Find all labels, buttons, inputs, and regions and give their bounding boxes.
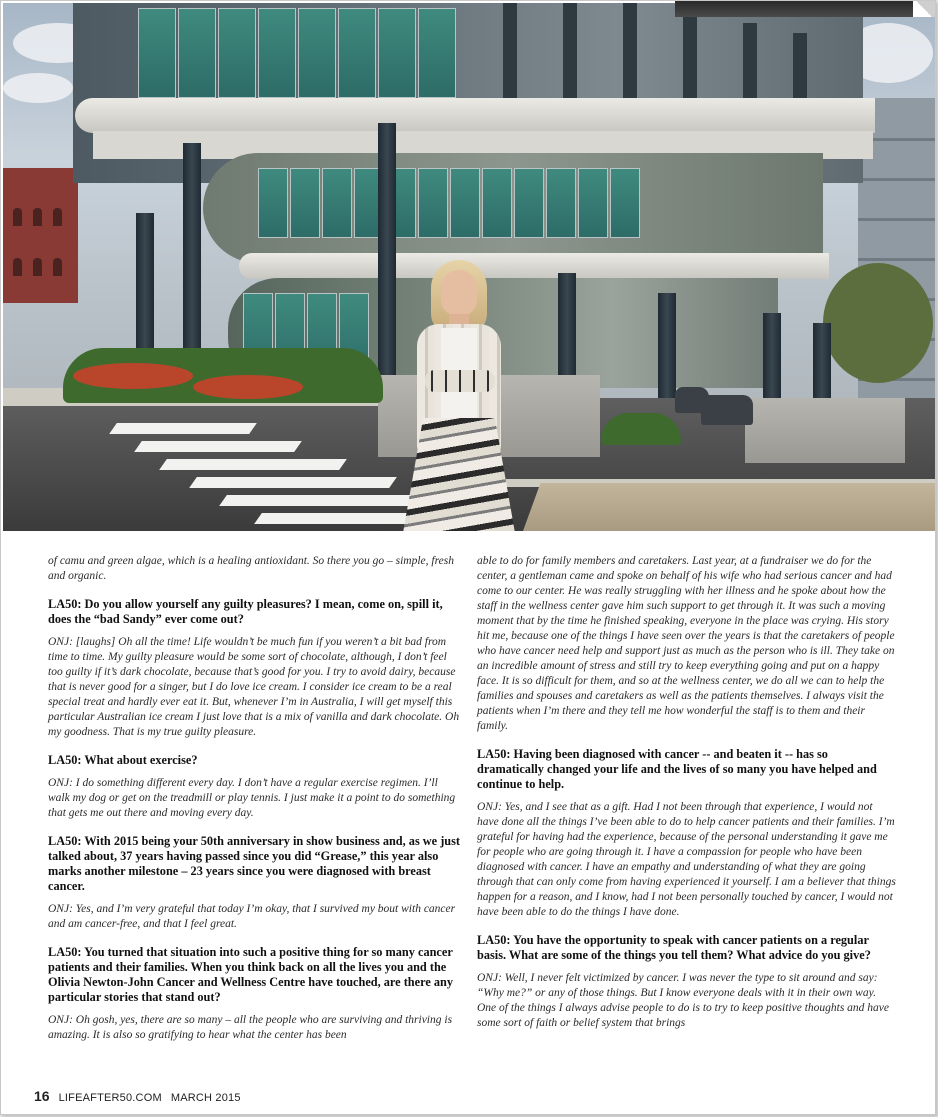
answer-paragraph: of camu and green algae, which is a healing antioxidant. So there you go – simple, fresh and organic. [48,555,454,582]
question-heading: LA50: With 2015 being your 50th anniversary in show business and, as we just talked about, 37 years having passed since you did “Grease,” this year also marks another milestone – 23 years since you were diagnosed with breast cancer. [48,834,461,893]
article-column-right [477,554,896,1031]
answer-paragraph: ONJ: [laughs] Oh all the time! Life wouldn’t be much fun if you weren’t a bit bad from time to time. My guilty pleasure would be some sort of chocolate, although, I don’t feel too guilty if it’s dark chocolate, because that’s good for you. I try to avoid dairy, because that is never good for a singer, but I do love ice cream. I consider ice cream to be a real special treat and hardly ever eat it. But, whenever I’m in Australia, I will get myself this particular Australian ice cream I just love that is a mix of vanilla and dark chocolate. Oh my goodness. That is my true guilty pleasure. [48,636,460,738]
publication-name: LIFEAFTER50.COM [58,1092,162,1104]
page-footer [34,1088,241,1106]
question-heading: LA50: What about exercise? [48,753,198,767]
answer-paragraph: ONJ: Yes, and I’m very grateful that today I’m okay, that I survived my bout with cancer and am cancer-free, and that I feel great. [48,903,456,930]
question-heading: LA50: You turned that situation into such a positive thing for so many cancer patients and their families. When you think back on all the lives you and the Olivia Newton-John Cancer and Wellness Centre have touched, are there any particular stories that stand out? [48,945,453,1004]
article-column-left [48,554,461,1043]
page-curl-corner [675,1,935,17]
question-heading: LA50: You have the opportunity to speak with cancer patients on a regular basis. What are some of the things you tell them? What advice do you give? [477,933,871,962]
answer-paragraph: ONJ: Well, I never felt victimized by cancer. I was never the type to sit around and say: “Why me?” or any of those things. But I know everyone deals with it in their own way. One of the things I always advise people to do is to try to keep positive thoughts and have some sort of faith or belief system that brings [477,972,890,1029]
question-heading: LA50: Do you allow yourself any guilty pleasures? I mean, come on, spill it, does the “bad Sandy” ever come out? [48,597,443,626]
answer-paragraph: ONJ: I do something different every day. I don’t have a regular exercise regimen. I’ll walk my dog or get on the treadmill or play tennis. I just make it a point to do something that gets me out there and moving every day. [48,777,456,819]
portrait-subject [391,258,521,531]
issue-date: MARCH 2015 [170,1092,241,1104]
answer-paragraph: ONJ: Yes, and I see that as a gift. Had I not been through that experience, I would not have done all the things I’ve been able to do to help cancer patients and their families. I’m grateful for having had the experience, because of the personal understanding it gave me for people who are going through it. I have a compassion for people who have been diagnosed with cancer. I have an empathy and understanding of what they are going through that can only come from having experienced it yourself. I am a believer that things happen for a reason, and I know, had I not been personally touched by cancer, I would not have been able to do the things I have done. [477,801,896,918]
answer-paragraph: ONJ: Oh gosh, yes, there are so many – all the people who are surviving and thriving is amazing. It is also so gratifying to hear what the center has been [48,1014,453,1041]
question-heading: LA50: Having been diagnosed with cancer -- and beaten it -- has so dramatically changed your life and the lives of so many you have helped and continue to help. [477,747,877,791]
background-building [3,168,78,303]
page-number: 16 [34,1088,50,1104]
cover-photo [3,3,935,531]
answer-paragraph: able to do for family members and caretakers. Last year, at a fundraiser we do for the center, a gentleman came and spoke on behalf of his wife who had serious cancer and had come to our center. He was really struggling with her illness and he spoke about how the staff in the wellness center gave him such support to get through it. It was such a moving moment that by the time he finished speaking, everyone in the place was crying. His story hit me, because one of the things I have seen over the years is that the caretakers of people who have cancer need help and support just as much as the person who is ill. They take on an incredible amount of stress and still try to keep everything going and put on a happy face. It is so difficult for them, and so at the wellness center, we do all we can to help the families and spouses and caretakers as well as the patients themselves. I always visit the patients when I’m there and they tell me how wonderful the staff is to them and their family. [477,555,895,732]
